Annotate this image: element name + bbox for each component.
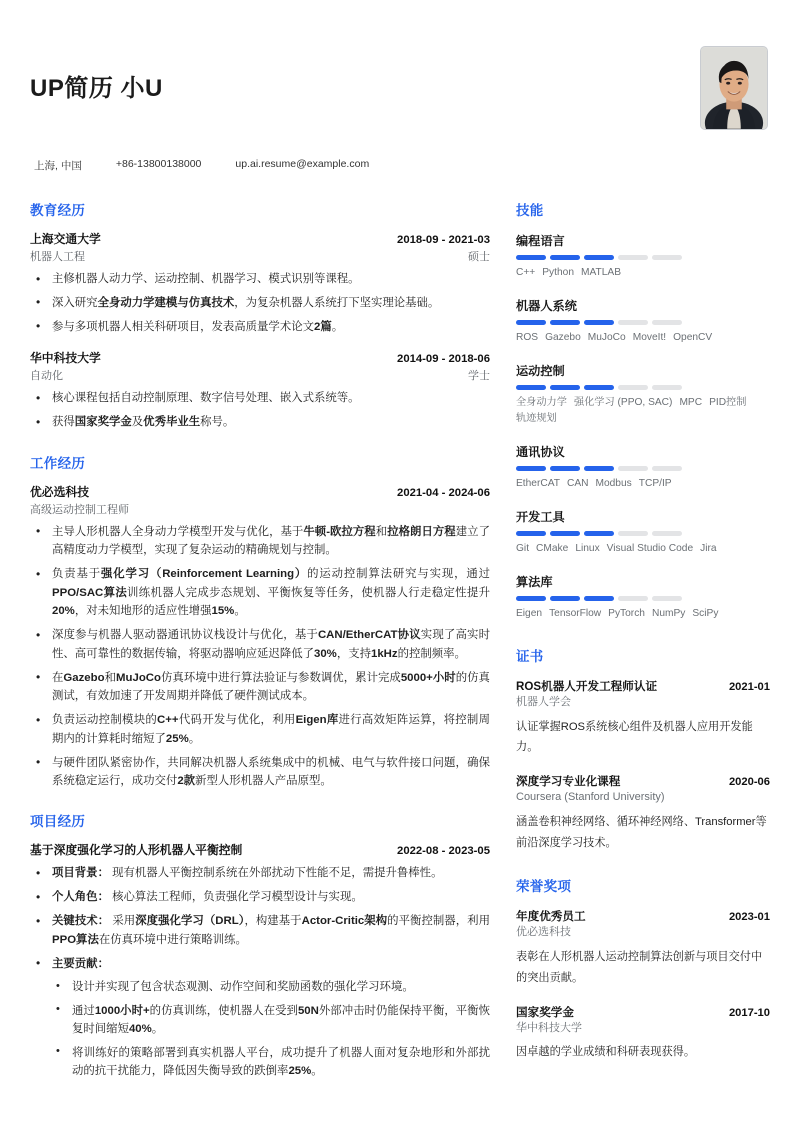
award-org: 华中科技大学 [516, 1021, 582, 1034]
skill-item: CAN [566, 478, 589, 490]
avatar [700, 46, 768, 130]
education-date: 2018-09 - 2021-03 [397, 234, 490, 246]
award-entry [516, 1004, 770, 1064]
certificate-title: 深度学习专业化课程 [516, 775, 621, 789]
skill-group-name: 运动控制 [516, 363, 565, 378]
education-bullet: • 参与多项机器人相关科研项目，发表高质量学术论文2篇。 [30, 318, 490, 336]
skill-level-bars [516, 320, 770, 325]
skill-item: OpenCV [673, 331, 713, 343]
contact-location: 上海, 中国 [34, 160, 82, 172]
skill-group [516, 443, 770, 493]
skill-level-segment [584, 320, 614, 325]
skill-level-segment [550, 320, 580, 325]
skill-item: Python [542, 267, 574, 278]
skill-level-segment [618, 466, 648, 471]
award-description: 表彰在人形机器人运动控制算法创新与项目交付中的突出贡献。 [516, 951, 763, 984]
work-entries [30, 483, 490, 791]
project-bullet: • 项目背景： 现有机器人平衡控制系统在外部扰动下性能不足，需提升鲁棒性。 [30, 864, 490, 882]
project-bullet: • 个人角色： 核心算法工程师，负责强化学习模型设计与实现。 [30, 888, 490, 906]
skill-item: Git [516, 543, 530, 555]
skill-item-list [516, 395, 770, 429]
skill-level-segment [584, 385, 614, 390]
skill-item: MuJoCo [587, 331, 626, 343]
certificate-date: 2021-01 [728, 680, 770, 693]
work-entry-header [30, 483, 490, 500]
skill-level-bars [516, 255, 770, 260]
skill-level-segment [516, 596, 546, 601]
skill-item: MATLAB [580, 267, 621, 278]
certificate-entry [516, 678, 770, 758]
work-bullet: • 负责基于强化学习（Reinforcement Learning）的运动控制算法研究与实现，通过PPO/SAC算法训练机器人完成步态规划、平衡恢复等任务，使机器人行走稳定性提升20%，对未知地形的适应性增强15%。 [30, 565, 490, 620]
certificate-date: 2020-06 [728, 776, 770, 789]
project-entry [30, 841, 490, 1080]
award-entry-header [516, 1004, 770, 1020]
skill-level-segment [550, 385, 580, 390]
project-contribution-list [52, 978, 490, 1080]
skill-level-segment [516, 531, 546, 536]
skill-level-segment [618, 596, 648, 601]
skill-item-list [516, 541, 770, 558]
skill-item: PyTorch [608, 607, 645, 619]
certificate-description: 涵盖卷积神经网络、循环神经网络、Transformer等前沿深度学习技术。 [516, 815, 767, 849]
skill-group-name: 编程语言 [516, 234, 565, 248]
skill-item: C++ [516, 267, 536, 278]
skill-groups [516, 232, 770, 623]
work-date: 2021-04 - 2024-06 [397, 486, 490, 499]
skill-level-segment [652, 385, 682, 390]
skill-level-segment [652, 255, 682, 260]
skill-item: Jira [700, 543, 717, 555]
work-entry [30, 483, 490, 791]
section-awards [516, 875, 770, 1063]
skill-item-list [516, 330, 770, 347]
education-degree: 学士 [468, 370, 490, 383]
section-certificates [516, 645, 770, 854]
work-bullet: • 与硬件团队紧密协作，共同解决机器人系统集成中的机械、电气与软件接口问题，确保系统稳定运行，成功交付2款新型人形机器人产品原型。 [30, 754, 490, 791]
skill-group-name: 通讯协议 [516, 445, 565, 460]
skill-group [516, 573, 770, 623]
work-company: 优必选科技 [30, 484, 89, 499]
certificate-title: ROS机器人开发工程师认证 [516, 679, 658, 693]
education-degree: 硕士 [468, 251, 490, 263]
skill-item: Eigen [516, 607, 543, 619]
skill-level-bars [516, 466, 770, 471]
education-major: 自动化 [30, 370, 63, 383]
award-title: 国家奖学金 [516, 1005, 574, 1019]
skill-group-name: 机器人系统 [516, 298, 577, 313]
award-entries [516, 908, 770, 1063]
right-column [508, 199, 770, 1063]
skill-level-segment [618, 320, 648, 325]
contact-bar [0, 130, 800, 173]
page-title: UP简历 小U [30, 75, 163, 102]
education-bullet: • 深入研究全身动力学建模与仿真技术，为复杂机器人系统打下坚实理论基础。 [30, 294, 490, 312]
project-date: 2022-08 - 2023-05 [397, 845, 490, 858]
education-school: 华中科技大学 [30, 351, 101, 366]
project-bullet: • 主要贡献： • 设计并实现了包含状态观测、动作空间和奖励函数的强化学习环境。 • 通过1000小时+的仿真训练，使机器人在受到50N外部冲击时仍能保持平衡，平衡恢复时间缩短40%。 • 将训练好的策略部署到真实机器人平台，成功提升了机器人面对复杂地形和外部扰动的抗干扰能力，降低因失衡导致的跌倒率25%。 [30, 955, 490, 1081]
education-entry-header [30, 230, 490, 247]
award-entry [516, 908, 770, 988]
header-left [30, 46, 163, 103]
section-title-certificates: 证书 [516, 648, 544, 664]
project-name: 基于深度强化学习的人形机器人平衡控制 [30, 843, 243, 858]
skill-item-list [516, 606, 770, 623]
skill-level-segment [584, 531, 614, 536]
education-entry-subheader [30, 367, 490, 383]
project-bullet: • 关键技术： 采用深度强化学习（DRL），构建基于Actor-Critic架构的平衡控制器，利用PPO算法在仿真环境中进行策略训练。 [30, 912, 490, 949]
certificate-entries [516, 678, 770, 854]
project-entries [30, 841, 490, 1080]
section-title-education: 教育经历 [30, 203, 86, 218]
skill-level-segment [652, 596, 682, 601]
section-title-work: 工作经历 [30, 455, 86, 471]
skill-level-segment [652, 320, 682, 325]
skill-item: MPC [679, 396, 703, 408]
skill-item-list [516, 476, 770, 493]
skill-item: MoveIt! [632, 331, 667, 343]
work-bullet: • 主导人形机器人全身动力学模型开发与优化，基于牛顿-欧拉方程和拉格朗日方程建立了高精度动力学模型，实现了复杂运动的精确规划与控制。 [30, 523, 490, 560]
skill-item: TensorFlow [549, 607, 602, 619]
project-contribution: • 将训练好的策略部署到真实机器人平台，成功提升了机器人面对复杂地形和外部扰动的抗干扰能力，降低因失衡导致的跌倒率25%。 [52, 1044, 490, 1081]
skill-level-segment [652, 466, 682, 471]
skill-item: SciPy [692, 607, 719, 619]
skill-item: 全身动力学 [516, 396, 567, 408]
work-bullet: • 在Gazebo和MuJoCo仿真环境中进行算法验证与参数调优，累计完成5000+小时的仿真测试，有效加速了开发周期并降低了硬件测试成本。 [30, 669, 490, 706]
section-title-awards: 荣誉奖项 [516, 879, 572, 895]
award-date: 2023-01 [728, 911, 770, 924]
skill-group [516, 508, 770, 558]
education-entries [30, 230, 490, 432]
skill-group [516, 232, 770, 282]
skill-level-bars [516, 385, 770, 390]
skill-group-name: 开发工具 [516, 510, 565, 525]
skill-level-segment [516, 320, 546, 325]
award-org: 优必选科技 [516, 926, 571, 939]
skill-item: CMake [536, 543, 569, 555]
education-entry-subheader [30, 248, 490, 264]
project-contribution: • 通过1000小时+的仿真训练，使机器人在受到50N外部冲击时仍能保持平衡，平衡恢复时间缩短40%。 [52, 1002, 490, 1039]
project-bullet-list [30, 864, 490, 1080]
avatar-photo-icon [701, 47, 767, 129]
section-projects [30, 810, 490, 1080]
contact-phone: +86-13800138000 [115, 158, 202, 170]
section-title-skills: 技能 [516, 203, 544, 218]
education-bullet-list [30, 389, 490, 431]
education-entry [30, 230, 490, 336]
skill-item-list [516, 265, 770, 282]
skill-item: 轨迹规划 [516, 413, 557, 425]
education-entry-header [30, 349, 490, 366]
resume-body [0, 173, 800, 1086]
education-entry [30, 349, 490, 431]
education-date: 2014-09 - 2018-06 [397, 353, 490, 366]
skill-item: TCP/IP [638, 478, 672, 490]
skill-level-segment [584, 596, 614, 601]
skill-item: Gazebo [545, 331, 581, 343]
skill-item: 强化学习 (PPO, SAC) [573, 396, 673, 408]
skill-group [516, 362, 770, 429]
education-bullet: • 主修机器人动力学、运动控制、机器学习、模式识别等课程。 [30, 270, 490, 288]
skill-level-segment [550, 531, 580, 536]
certificate-org: 机器人学会 [516, 695, 571, 708]
section-work [30, 452, 490, 791]
skill-level-segment [550, 596, 580, 601]
section-skills [516, 199, 770, 623]
education-school: 上海交通大学 [30, 232, 101, 246]
project-entry-header [30, 841, 490, 858]
certificate-entry-header [516, 773, 770, 789]
skill-level-segment [584, 466, 614, 471]
skill-item: EtherCAT [516, 478, 560, 490]
skill-item: PID控制 [709, 396, 747, 408]
work-bullet-list [30, 523, 490, 791]
left-column [30, 199, 508, 1086]
skill-level-segment [618, 531, 648, 536]
skill-item: Modbus [595, 478, 632, 490]
certificate-org: Coursera (Stanford University) [516, 791, 665, 804]
skill-level-segment [516, 466, 546, 471]
skill-level-segment [516, 385, 546, 390]
award-date: 2017-10 [728, 1006, 770, 1019]
skill-item: Visual Studio Code [606, 543, 694, 555]
award-description: 因卓越的学业成绩和科研表现获得。 [516, 1046, 696, 1059]
skill-level-segment [550, 255, 580, 260]
skill-level-segment [618, 255, 648, 260]
section-title-projects: 项目经历 [30, 814, 86, 830]
education-bullet-list [30, 270, 490, 336]
skill-item: NumPy [651, 607, 686, 619]
award-entry-header [516, 908, 770, 924]
certificate-entry-header [516, 678, 770, 694]
education-bullet: • 核心课程包括自动控制原理、数字信号处理、嵌入式系统等。 [30, 389, 490, 407]
skill-level-segment [516, 255, 546, 260]
skill-item: Linux [575, 543, 600, 555]
project-contribution: • 设计并实现了包含状态观测、动作空间和奖励函数的强化学习环境。 [52, 978, 490, 996]
work-bullet: • 深度参与机器人驱动器通讯协议栈设计与优化，基于CAN/EtherCAT协议实现了高实时性、高可靠性的数据传输，将驱动器响应延迟降低了30%，支持1kHz的控制频率。 [30, 626, 490, 663]
skill-level-segment [618, 385, 648, 390]
work-role: 高级运动控制工程师 [30, 503, 129, 516]
skill-group-name: 算法库 [516, 574, 553, 589]
certificate-entry [516, 773, 770, 853]
certificate-description: 认证掌握ROS系统核心组件及机器人应用开发能力。 [516, 720, 753, 754]
skill-level-segment [652, 531, 682, 536]
skill-level-bars [516, 596, 770, 601]
skill-item: ROS [516, 331, 539, 343]
award-title: 年度优秀员工 [516, 910, 586, 924]
section-education [30, 199, 490, 432]
contact-email: up.ai.resume@example.com [235, 158, 370, 170]
skill-group [516, 297, 770, 347]
skill-level-bars [516, 531, 770, 536]
skill-level-segment [550, 466, 580, 471]
education-major: 机器人工程 [30, 251, 85, 263]
skill-level-segment [584, 255, 614, 260]
work-bullet: • 负责运动控制模块的C++代码开发与优化，利用Eigen库进行高效矩阵运算，将控制周期内的计算耗时缩短了25%。 [30, 711, 490, 748]
education-bullet: • 获得国家奖学金及优秀毕业生称号。 [30, 413, 490, 431]
resume-header [0, 0, 800, 130]
work-entry-subheader [30, 501, 490, 517]
